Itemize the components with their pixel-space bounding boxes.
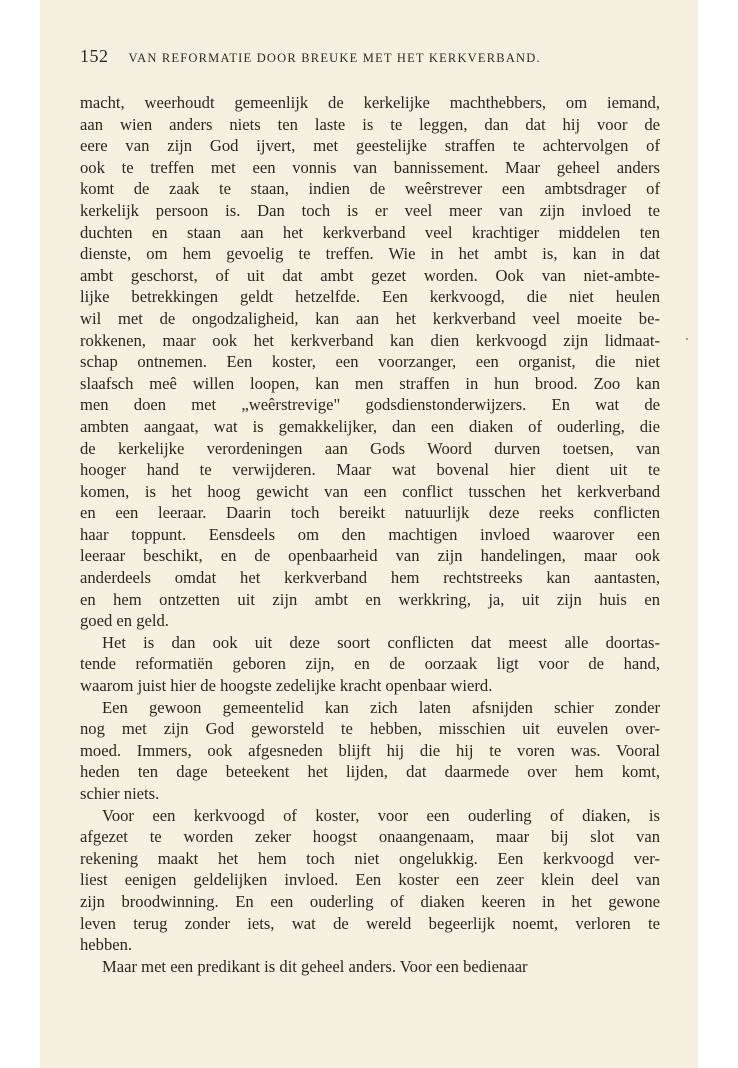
text-line: anderdeels omdat het kerkverband hem rechtstreeks kan aantasten, [80, 568, 660, 588]
text-line: rekening maakt het hem toch niet ongelukkig. Een kerkvoogd ver- [80, 848, 660, 868]
text-line: afgezet te worden zeker hoogst onaangenaam, maar bij slot van [80, 827, 660, 847]
text-line: dienste, om hem gevoelig te treffen. Wie in het ambt is, kan in dat [80, 244, 660, 264]
paragraph [80, 697, 660, 805]
text-line: komt de zaak te staan, indien de weêrstrever een ambtsdrager of [80, 179, 660, 199]
text-line: Voor een kerkvoogd of koster, voor een ouderling of diaken, is [102, 805, 660, 825]
text-line: men doen met „weêrstrevige" godsdienstonderwijzers. En wat de [80, 395, 660, 415]
text-line: nog met zijn God geworsteld te hebben, misschien uit euvelen over- [80, 719, 660, 739]
text-line: en hem ontzetten uit zijn ambt en werkkring, ja, uit zijn huis en [80, 589, 660, 609]
text-line: ambt geschorst, of uit dat ambt gezet worden. Ook van niet-ambte- [80, 265, 660, 285]
text-line: tende reformatiën geboren zijn, en de oorzaak ligt voor de hand, [80, 654, 660, 674]
text-line: liest eenigen geldelijken invloed. Een koster een zeer klein deel van [80, 870, 660, 890]
paragraph [80, 805, 660, 956]
text-line: ambten aangaat, wat is gemakkelijker, dan een diaken of ouderling, die [80, 416, 660, 436]
text-line: slaafsch meê willen loopen, kan men straffen in hun brood. Zoo kan [80, 373, 660, 393]
text-line: macht, weerhoudt gemeenlijk de kerkelijke machthebbers, om iemand, [80, 93, 660, 112]
paper-speck [686, 338, 688, 340]
paragraph [80, 956, 660, 978]
text-line: moed. Immers, ook afgesneden blijft hij die hij te voren was. Vooral [80, 740, 660, 760]
text-line: wil met de ongodzaligheid, kan aan het kerkverband veel moeite be- [80, 308, 660, 328]
running-title: VAN REFORMATIE DOOR BREUKE MET HET KERKVERBAND. [128, 51, 541, 65]
text-line: leeraar beschikt, en de openbaarheid van zijn handelingen, maar ook [80, 546, 660, 566]
page-number: 152 [80, 46, 109, 66]
text-line: waarom juist hier de hoogste zedelijke kracht openbaar wierd. [80, 676, 493, 696]
text-line: en een leeraar. Daarin toch bereikt natuurlijk deze reeks conflicten [80, 503, 660, 523]
text-line: komen, is het hoog gewicht van een conflict tusschen het kerkverband [80, 481, 660, 501]
paragraph [80, 92, 660, 632]
text-line: eere van zijn God ijvert, met geestelijke straffen te achtervolgen of [80, 136, 660, 156]
text-line: lijke betrekkingen geldt hetzelfde. Een kerkvoogd, die niet heulen [80, 287, 660, 307]
paragraph [80, 632, 660, 697]
book-page [40, 0, 698, 1068]
text-line: Maar met een predikant is dit geheel anders. Voor een bedienaar [102, 956, 528, 976]
text-line: schier niets. [80, 784, 160, 803]
text-line: Het is dan ook uit deze soort conflicten dat meest alle doortas- [102, 632, 660, 652]
text-line: Een gewoon gemeentelid kan zich laten afsnijden schier zonder [102, 697, 660, 717]
text-line: aan wien anders niets ten laste is te leggen, dan dat hij voor de [80, 114, 660, 134]
text-line: leven terug zonder iets, wat de wereld begeerlijk noemt, verloren te [80, 913, 660, 933]
text-line: rokkenen, maar ook het kerkverband kan dien kerkvoogd zijn lidmaat- [80, 330, 660, 350]
text-line: goed en geld. [80, 611, 169, 631]
text-line: heden ten dage beteekent het lijden, dat daarmede over hem komt, [80, 762, 660, 782]
page-header [80, 46, 640, 67]
text-line: de kerkelijke verordeningen aan Gods Woord durven toetsen, van [80, 438, 660, 458]
text-line: hooger hand te verwijderen. Maar wat bovenal hier dient uit te [80, 460, 660, 480]
text-line: duchten en staan aan het kerkverband veel krachtiger middelen ten [80, 222, 660, 242]
body-text [80, 92, 660, 977]
text-line: kerkelijk persoon is. Dan toch is er veel meer van zijn invloed te [80, 200, 660, 220]
text-line: schap ontnemen. Een koster, een voorzanger, een organist, die niet [80, 352, 660, 372]
text-line: hebben. [80, 935, 133, 955]
text-line: zijn broodwinning. En een ouderling of diaken keeren in het gewone [80, 891, 660, 911]
text-line: ook te treffen met een vonnis van bannissement. Maar geheel anders [80, 157, 660, 177]
text-line: haar toppunt. Eensdeels om den machtigen invloed waarover een [80, 524, 660, 544]
